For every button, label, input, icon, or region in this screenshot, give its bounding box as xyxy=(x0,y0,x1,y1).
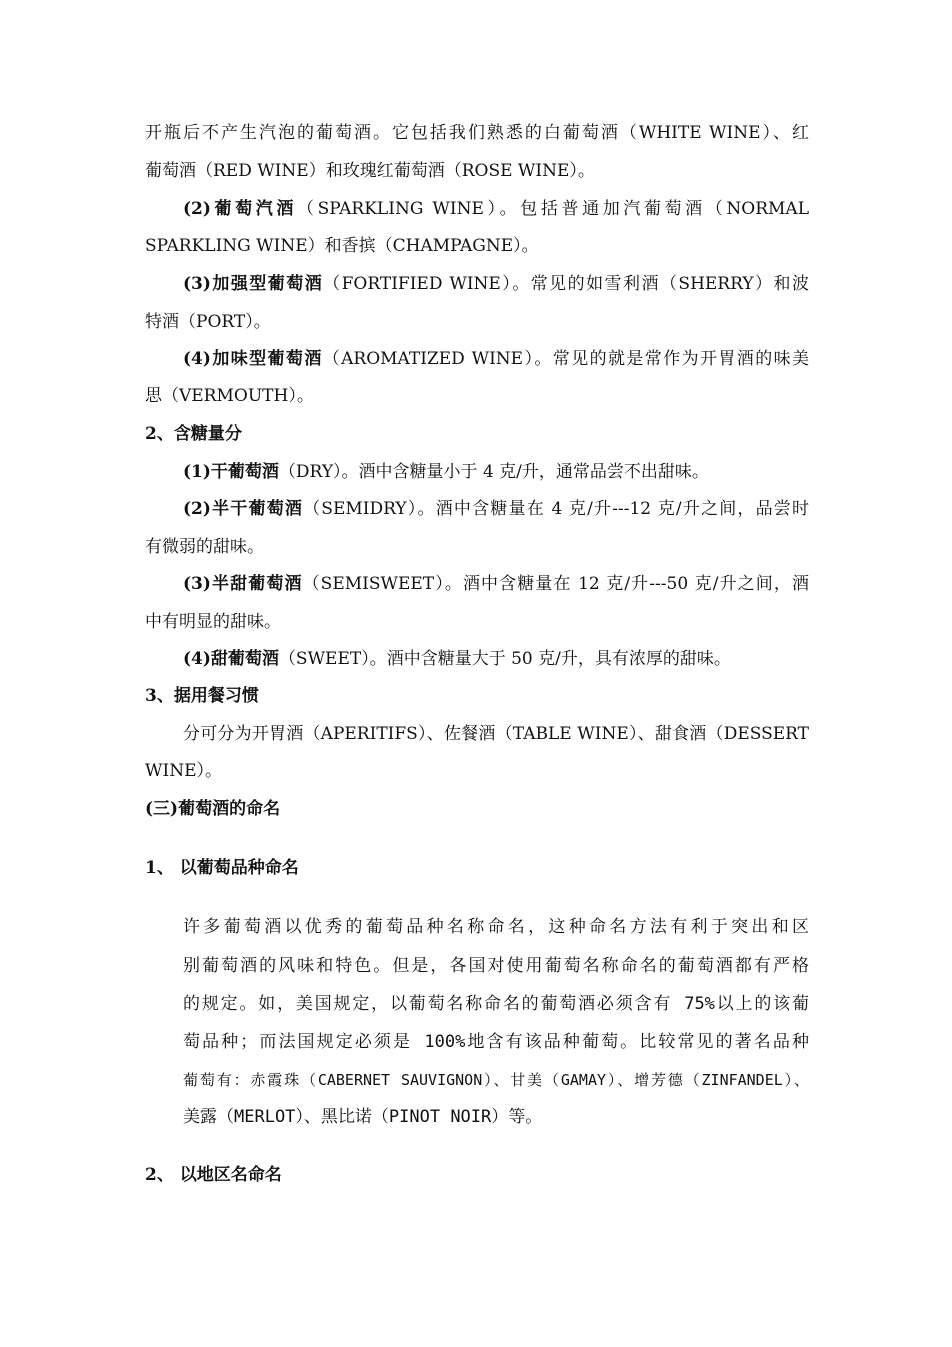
section-heading: (三)葡萄酒的命名 xyxy=(145,799,281,819)
paragraph-line: 的规定。如，美国规定，以葡萄名称命名的葡萄酒必须含有 75%以上的该葡 xyxy=(183,994,809,1014)
paragraph-line: 萄品种；而法国规定必须是 100%地含有该品种葡萄。比较常见的著名品种 xyxy=(183,1032,809,1052)
bold-term: (1)干葡萄酒 xyxy=(183,462,279,482)
paragraph-line: (1)干葡萄酒（DRY）。酒中含糖量小于 4 克/升，通常品尝不出甜味。 xyxy=(183,462,709,482)
paragraph-line: (2)葡萄汽酒（SPARKLING WINE）。包括普通加汽葡萄酒（NORMAL xyxy=(183,199,809,219)
paragraph-line: WINE）。 xyxy=(145,761,222,781)
section-heading: 2、含糖量分 xyxy=(145,424,242,444)
bold-term: (2)葡萄汽酒 xyxy=(183,199,298,219)
paragraph-line: 美露（MERLOT）、黑比诺（PINOT NOIR）等。 xyxy=(183,1107,543,1127)
bold-term: (3)加强型葡萄酒 xyxy=(183,274,324,294)
paragraph-line: 别葡萄酒的风味和特色。但是，各国对使用葡萄名称命名的葡萄酒都有严格 xyxy=(183,956,809,976)
subsection-heading: 2、 以地区名命名 xyxy=(145,1165,282,1185)
paragraph-line: 葡萄有：赤霞珠（CABERNET SAUVIGNON）、甘美（GAMAY）、增芳德（ZINFANDEL）、 xyxy=(183,1071,809,1089)
paragraph-line: 开瓶后不产生汽泡的葡萄酒。它包括我们熟悉的白葡萄酒（WHITE WINE）、红 xyxy=(145,123,809,143)
subsection-heading: 1、 以葡萄品种命名 xyxy=(145,858,299,878)
paragraph-line: SPARKLING WINE）和香摈（CHAMPAGNE）。 xyxy=(145,236,539,256)
paragraph-line: (3)加强型葡萄酒（FORTIFIED WINE）。常见的如雪利酒（SHERRY）和波 xyxy=(183,274,809,294)
paragraph-line: 葡萄酒（RED WINE）和玫瑰红葡萄酒（ROSE WINE）。 xyxy=(145,161,595,181)
paragraph-line: 中有明显的甜味。 xyxy=(145,612,281,632)
bold-term: (4)甜葡萄酒 xyxy=(183,649,279,669)
paragraph-line: 分可分为开胃酒（APERITIFS）、佐餐酒（TABLE WINE）、甜食酒（DESSERT xyxy=(183,724,809,744)
section-heading: 3、据用餐习惯 xyxy=(145,686,259,706)
paragraph-line: (3)半甜葡萄酒（SEMISWEET）。酒中含糖量在 12 克/升---50 克/升之间，酒 xyxy=(183,574,809,594)
paragraph-line: 许多葡萄酒以优秀的葡萄品种名称命名，这种命名方法有利于突出和区 xyxy=(183,917,809,937)
paragraph-line: (2)半干葡萄酒（SEMIDRY）。酒中含糖量在 4 克/升---12 克/升之间，品尝时 xyxy=(183,499,809,519)
paragraph-line: 有微弱的甜味。 xyxy=(145,537,264,557)
bold-term: (4)加味型葡萄酒 xyxy=(183,349,323,369)
paragraph-line: 特酒（PORT）。 xyxy=(145,312,271,332)
paragraph-line: (4)甜葡萄酒（SWEET）。酒中含糖量大于 50 克/升，具有浓厚的甜味。 xyxy=(183,649,731,669)
bold-term: (3)半甜葡萄酒 xyxy=(183,574,303,594)
paragraph-line: 思（VERMOUTH）。 xyxy=(145,386,314,406)
paragraph-line: (4)加味型葡萄酒（AROMATIZED WINE）。常见的就是常作为开胃酒的味美 xyxy=(183,349,809,369)
bold-term: (2)半干葡萄酒 xyxy=(183,499,304,519)
